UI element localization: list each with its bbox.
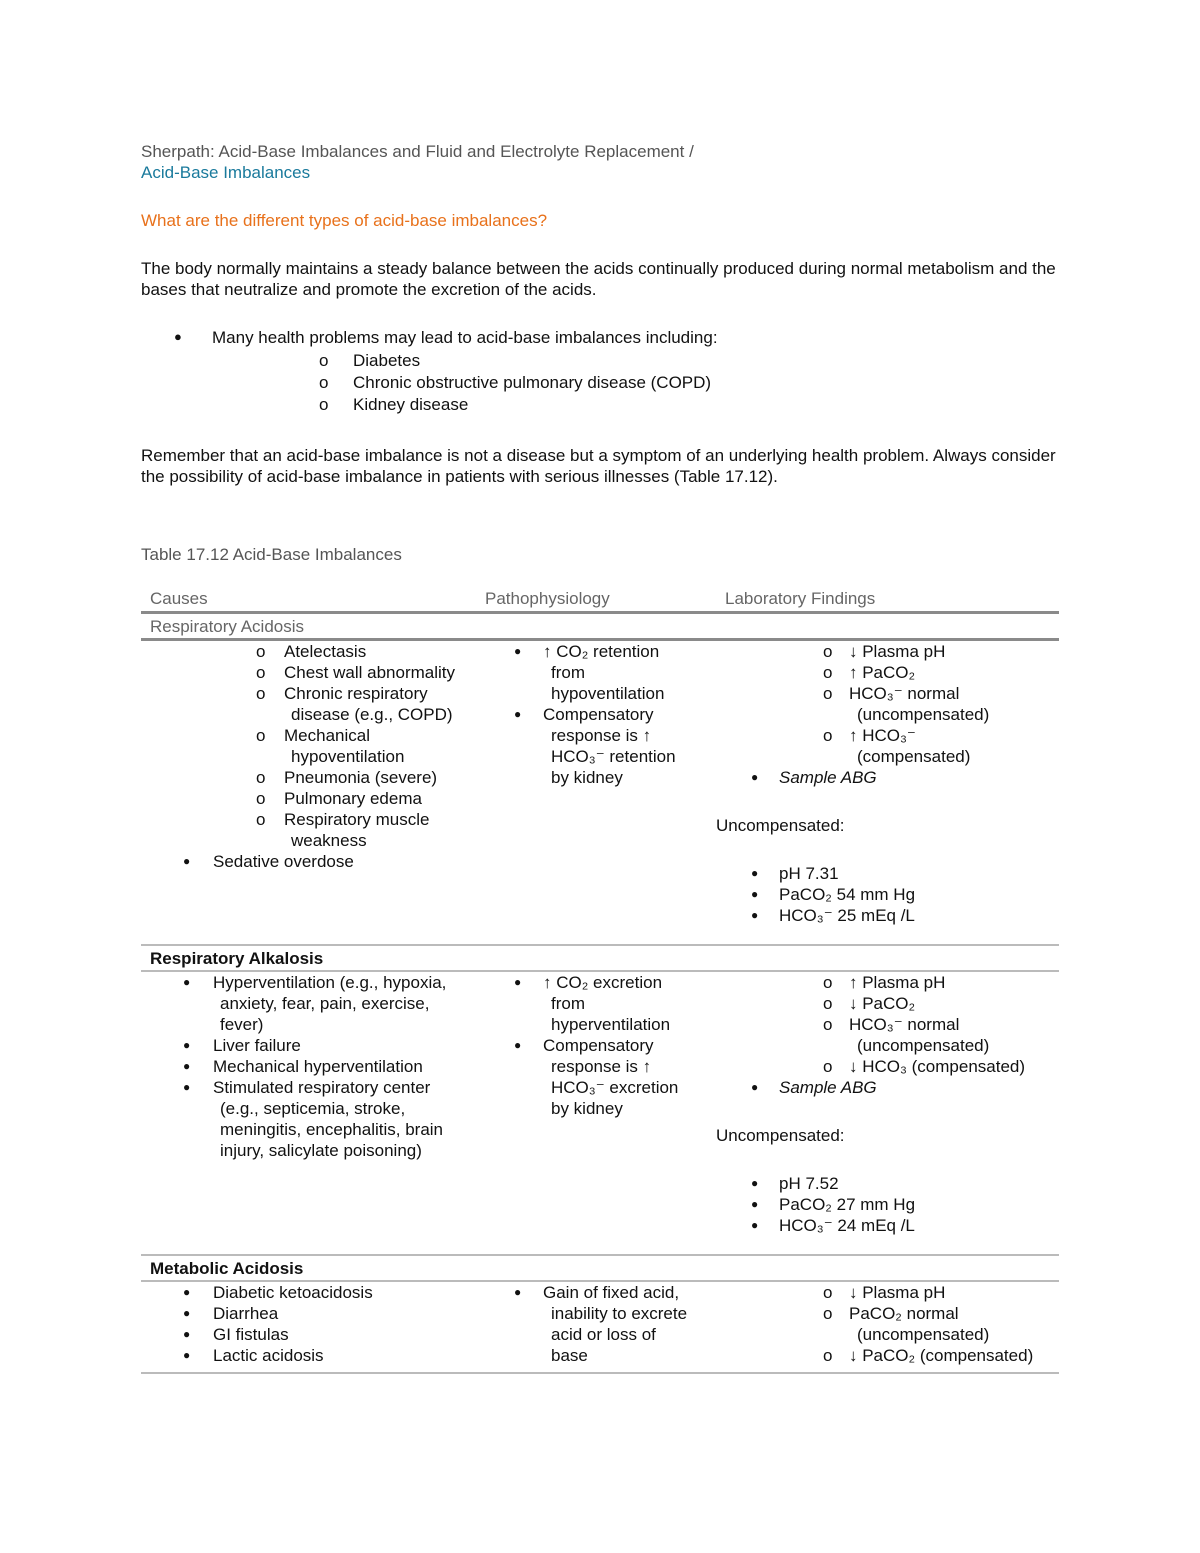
item-line: from [551, 994, 585, 1013]
list-item: ● Liver failure [141, 1035, 476, 1056]
list-item: o Pulmonary edema [141, 788, 476, 809]
lab-list [716, 641, 1059, 767]
item-line: ↑ HCO₃⁻ [849, 726, 916, 745]
list-item: ● Sample ABG [716, 767, 1059, 788]
list-item: ● pH 7.52 [716, 1173, 1059, 1194]
lab-cell [716, 1281, 1059, 1373]
causes-list [141, 851, 476, 872]
section-title: Respiratory Acidosis [150, 617, 305, 636]
item-line: HCO₃⁻ excretion [551, 1078, 679, 1097]
list-item: ● Sedative overdose [141, 851, 476, 872]
table-row [141, 640, 1059, 946]
item-line: ↑ CO₂ retention [543, 642, 660, 661]
table-row [141, 971, 1059, 1255]
patho-list [476, 641, 716, 788]
item-line: response is ↑ [551, 726, 652, 745]
document-page [141, 141, 1059, 1374]
item-line: Mechanical [284, 726, 370, 745]
section-row [141, 945, 1059, 971]
table-header-row [141, 588, 1059, 613]
item-line: response is ↑ [551, 1057, 652, 1076]
item-line: disease (e.g., COPD) [291, 705, 453, 724]
list-item [476, 641, 716, 704]
patho-cell [476, 640, 716, 946]
item-line: Gain of fixed acid, [543, 1283, 680, 1302]
item-line: fever) [220, 1015, 264, 1034]
section-title: Respiratory Alkalosis [150, 949, 324, 968]
item-line: HCO₃⁻ retention [551, 747, 676, 766]
item-line: (e.g., septicemia, stroke, [220, 1099, 406, 1118]
causes-list [141, 972, 476, 1161]
item-line: by kidney [551, 1099, 623, 1118]
list-item [716, 1014, 1059, 1056]
list-item: o ↓ Plasma pH [716, 641, 1059, 662]
section-row [141, 613, 1059, 640]
list-item [141, 1077, 476, 1161]
item-line: Compensatory [543, 1036, 654, 1055]
patho-cell [476, 971, 716, 1255]
list-item: o Atelectasis [141, 641, 476, 662]
bullet-list [141, 327, 1059, 416]
item-line: anxiety, fear, pain, exercise, [220, 994, 430, 1013]
item-line: HCO₃⁻ normal [849, 684, 960, 703]
list-item [716, 683, 1059, 725]
sample-list [716, 767, 1059, 788]
causes-cell [141, 1281, 476, 1373]
list-item [141, 725, 476, 767]
section-row [141, 1255, 1059, 1281]
list-item: o ↑ PaCO₂ [716, 662, 1059, 683]
causes-cell [141, 640, 476, 946]
item-line: Stimulated respiratory center [213, 1078, 431, 1097]
abg-list [716, 863, 1059, 926]
lab-list [716, 972, 1059, 1077]
intro-paragraph: The body normally maintains a steady balance between the acids continually produced during normal metabolism and the bases that neutralize and promote the excretion of the acids. [141, 259, 1056, 299]
list-item: ● Diarrhea [141, 1303, 476, 1324]
list-item: o Pneumonia (severe) [141, 767, 476, 788]
list-item: ● Diabetic ketoacidosis [141, 1282, 476, 1303]
breadcrumb: Sherpath: Acid-Base Imbalances and Fluid and Electrolyte Replacement / [141, 142, 694, 161]
item-line: hypoventilation [291, 747, 405, 766]
list-item [476, 704, 716, 788]
lab-list [716, 1282, 1059, 1366]
item-line: acid or loss of [551, 1325, 656, 1344]
list-item: o ↑ Plasma pH [716, 972, 1059, 993]
lab-cell [716, 640, 1059, 946]
list-item: ● PaCO₂ 54 mm Hg [716, 884, 1059, 905]
list-item: o Diabetes [212, 350, 1059, 372]
column-header: Causes [150, 589, 208, 608]
list-item [141, 327, 1059, 416]
list-item: o Chest wall abnormality [141, 662, 476, 683]
list-item [141, 683, 476, 725]
list-item: ● Sample ABG [716, 1077, 1059, 1098]
list-item: ● pH 7.31 [716, 863, 1059, 884]
list-item: ● HCO₃⁻ 25 mEq /L [716, 905, 1059, 926]
list-item [476, 1035, 716, 1119]
uncompensated-label: Uncompensated: [716, 1126, 845, 1145]
remember-paragraph: Remember that an acid-base imbalance is not a disease but a symptom of an underlying health problem. Always consider the possibility of acid-base imbalance in patients with serious illnesses (Table 17.12). [141, 446, 1056, 486]
item-line: injury, salicylate poisoning) [220, 1141, 422, 1160]
breadcrumb-link[interactable]: Acid-Base Imbalances [141, 163, 311, 182]
item-line: Chronic respiratory [284, 684, 428, 703]
list-item: ● HCO₃⁻ 24 mEq /L [716, 1215, 1059, 1236]
list-item: o ↓ HCO₃ (compensated) [716, 1056, 1059, 1077]
item-line: PaCO₂ normal [849, 1304, 959, 1323]
list-item [716, 725, 1059, 767]
patho-cell [476, 1281, 716, 1373]
list-item [141, 972, 476, 1035]
column-header: Pathophysiology [485, 589, 610, 608]
item-line: from [551, 663, 585, 682]
item-line: (uncompensated) [857, 1036, 990, 1055]
bullet-text: Many health problems may lead to acid-base imbalances including: [212, 328, 718, 347]
list-item: o Kidney disease [212, 394, 1059, 416]
item-line: ↑ CO₂ excretion [543, 973, 663, 992]
patho-list [476, 972, 716, 1119]
item-line: inability to excrete [551, 1304, 688, 1323]
table-row [141, 1281, 1059, 1373]
section-title: Metabolic Acidosis [150, 1259, 304, 1278]
uncompensated-label: Uncompensated: [716, 816, 845, 835]
item-line: hyperventilation [551, 1015, 671, 1034]
list-item [716, 1303, 1059, 1345]
item-line: hypoventilation [551, 684, 665, 703]
item-line: Hyperventilation (e.g., hypoxia, [213, 973, 447, 992]
list-item: o ↓ PaCO₂ [716, 993, 1059, 1014]
item-line: Respiratory muscle [284, 810, 430, 829]
sub-list [212, 350, 1059, 416]
list-item: o ↓ Plasma pH [716, 1282, 1059, 1303]
table-caption: Table 17.12 Acid-Base Imbalances [141, 545, 402, 564]
list-item [141, 809, 476, 851]
sample-list [716, 1077, 1059, 1098]
lab-cell [716, 971, 1059, 1255]
causes-cell [141, 971, 476, 1255]
list-item [476, 1282, 716, 1366]
section-question: What are the different types of acid-base imbalances? [141, 211, 548, 230]
list-item: ● GI fistulas [141, 1324, 476, 1345]
list-item: o Chronic obstructive pulmonary disease (COPD) [212, 372, 1059, 394]
causes-list [141, 1282, 476, 1366]
column-header: Laboratory Findings [725, 589, 876, 608]
item-line: (uncompensated) [857, 1325, 990, 1344]
item-line: by kidney [551, 768, 623, 787]
list-item: ● PaCO₂ 27 mm Hg [716, 1194, 1059, 1215]
list-item [476, 972, 716, 1035]
causes-list [141, 641, 476, 851]
item-line: HCO₃⁻ normal [849, 1015, 960, 1034]
item-line: weakness [291, 831, 367, 850]
list-item: o ↓ PaCO₂ (compensated) [716, 1345, 1059, 1366]
item-line: meningitis, encephalitis, brain [220, 1120, 444, 1139]
list-item: ● Lactic acidosis [141, 1345, 476, 1366]
item-line: (compensated) [857, 747, 971, 766]
item-line: Compensatory [543, 705, 654, 724]
item-line: (uncompensated) [857, 705, 990, 724]
list-item: ● Mechanical hyperventilation [141, 1056, 476, 1077]
abg-list [716, 1173, 1059, 1236]
item-line: base [551, 1346, 588, 1365]
patho-list [476, 1282, 716, 1366]
acid-base-table [141, 588, 1059, 1374]
